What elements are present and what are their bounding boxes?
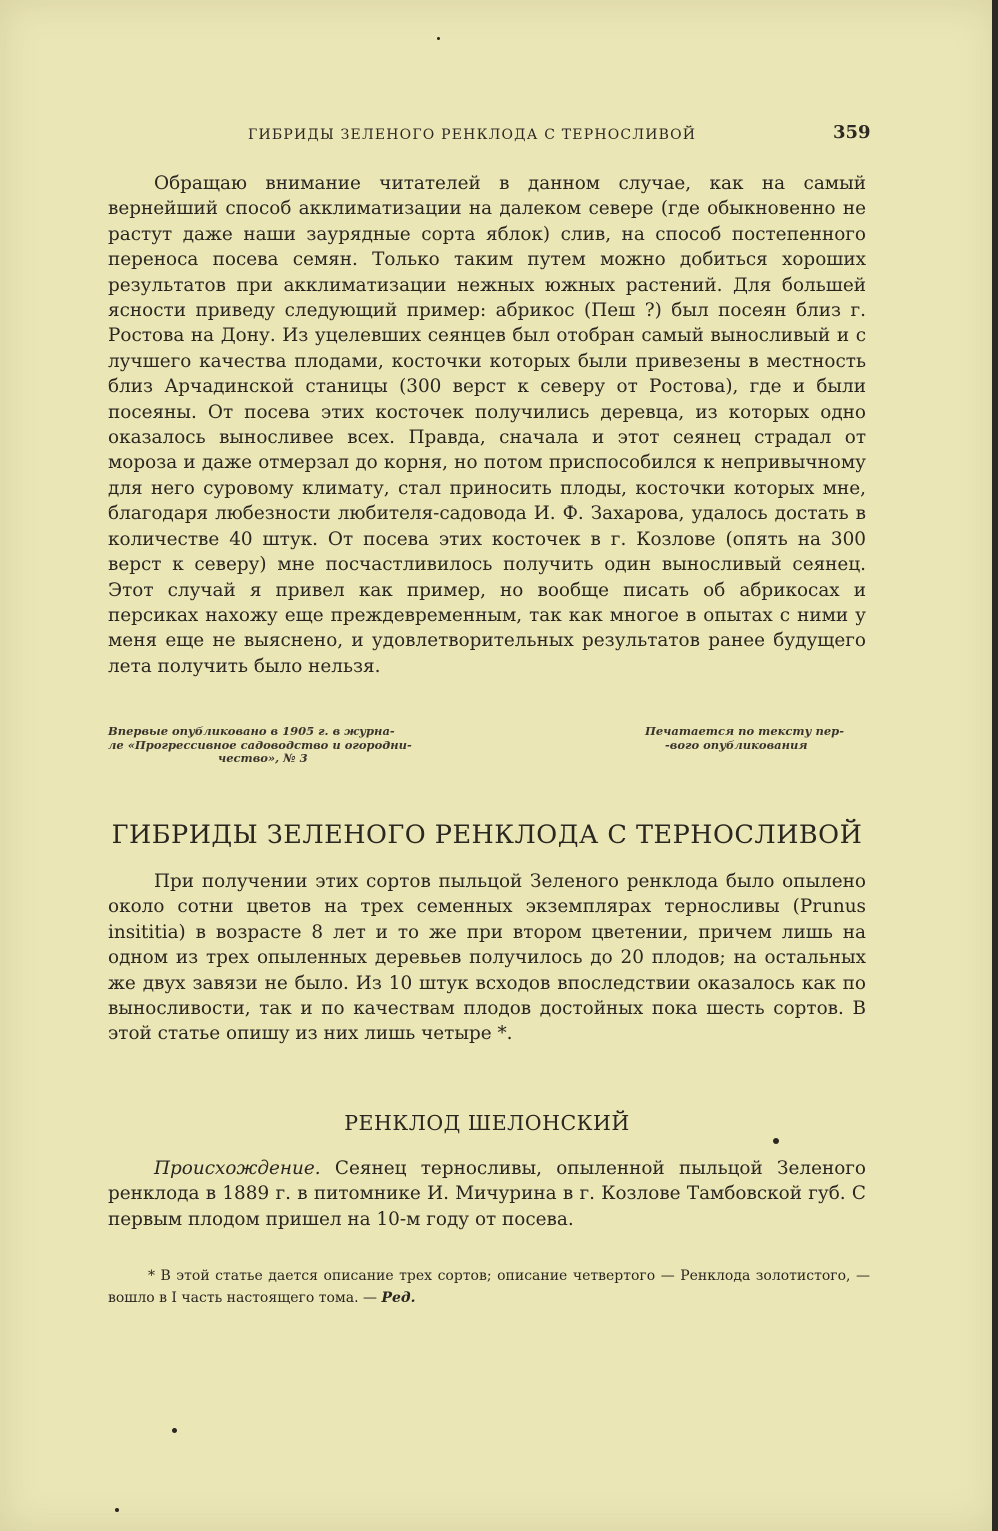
footnote <box>108 1265 870 1309</box>
origin-paragraph <box>108 1156 866 1232</box>
article-paragraph: При получении этих сортов пыльцой Зеленого ренклода было опылено около сотни цветов на трех семенных экземплярах терносливы (Prunus insititia) в возрасте 8 лет и то же при втором цветении, причем лишь на одном из трех опыленных деревьев получилось до 20 плодов; на остальных же двух завязи не было. Из 10 штук всходов впоследствии оказалось как по выносливости, так и по качествам плодов достойных пока шесть сортов. В этой статье опишу из них лишь четыре *. <box>108 871 866 1045</box>
footnote-editor: Ред. <box>381 1290 416 1306</box>
source-note-right-line: -вого опубликования <box>665 737 808 752</box>
ink-speck <box>172 1428 177 1433</box>
footnote-text: * В этой статье дается описание трех сортов; описание четвертого — Ренклода золотистого, — вошло в I часть настоящего тома. — <box>108 1268 870 1306</box>
origin-paragraph-block <box>108 1156 866 1232</box>
running-header: ГИБРИДЫ ЗЕЛЕНОГО РЕНКЛОДА С ТЕРНОСЛИВОЙ <box>248 127 697 143</box>
article-paragraph-block <box>108 869 866 1047</box>
source-note-left <box>108 725 453 766</box>
source-note-right-line: Печатается по тексту пер- <box>645 724 844 738</box>
ink-speck <box>437 37 440 40</box>
source-note-left-line: чество», № 3 <box>218 751 308 765</box>
article-title: ГИБРИДЫ ЗЕЛЕНОГО РЕНКЛОДА С ТЕРНОСЛИВОЙ <box>111 820 863 850</box>
ink-speck <box>115 1508 119 1512</box>
source-note-left-line: Впервые опубликовано в 1905 г. в журна- <box>108 724 395 738</box>
source-note-left-line: ле «Прогрессивное садоводство и огородни- <box>108 737 412 752</box>
footnote-paragraph <box>108 1265 870 1309</box>
ink-speck <box>773 1138 779 1144</box>
page-number: 359 <box>833 122 871 143</box>
origin-label: Происхождение. <box>154 1158 321 1179</box>
scan-edge <box>992 0 998 1531</box>
source-note-right <box>645 725 870 752</box>
intro-paragraph-block <box>108 171 866 679</box>
origin-text: Сеянец терносливы, опыленной пыльцой Зеленого ренклода в 1889 г. в питомнике И. Мичурина в г. Козлове Тамбовской губ. С первым плодом пришел на 10-м году от посева. <box>108 1158 866 1230</box>
intro-paragraph: Обращаю внимание читателей в данном случае, как на самый вернейший способ акклиматизации на далеком севере (где обыкновенно не растут даже наши заурядные сорта яблок) слив, на способ постепенного переноса посева семян. Только таким путем можно добиться хороших результатов при акклиматизации нежных южных растений. Для большей ясности приведу следующий пример: абрикос (Пеш ?) был посеян близ г. Ростова на Дону. Из уцелевших сеянцев был отобран самый выносливый и с лучшего качества плодами, косточки которых были привезены в местность близ Арчадинской станицы (300 верст к северу от Ростова), где и были посеяны. От посева этих косточек получились деревца, из которых одно оказалось выносливее всех. Правда, сначала и этот сеянец страдал от мороза и даже отмерзал до корня, но потом приспособился к непривычному для него суровому климату, стал приносить плоды, косточки которых мне, благодаря любезности любителя-садовода И. Ф. Захарова, удалось достать в количестве 40 штук. От посева этих косточек в г. Козлове (опять на 300 верст к северу) мне посчастливилось получить один выносливый сеянец. Этот случай я привел как пример, но вообще писать об абрикосах и персиках нахожу еще преждевременным, так как многое в опытах с ними у меня еще не выяснено, и удовлетворительных результатов ранее будущего лета получить было нельзя. <box>108 173 866 677</box>
section-title: РЕНКЛОД ШЕЛОНСКИЙ <box>344 1111 630 1135</box>
